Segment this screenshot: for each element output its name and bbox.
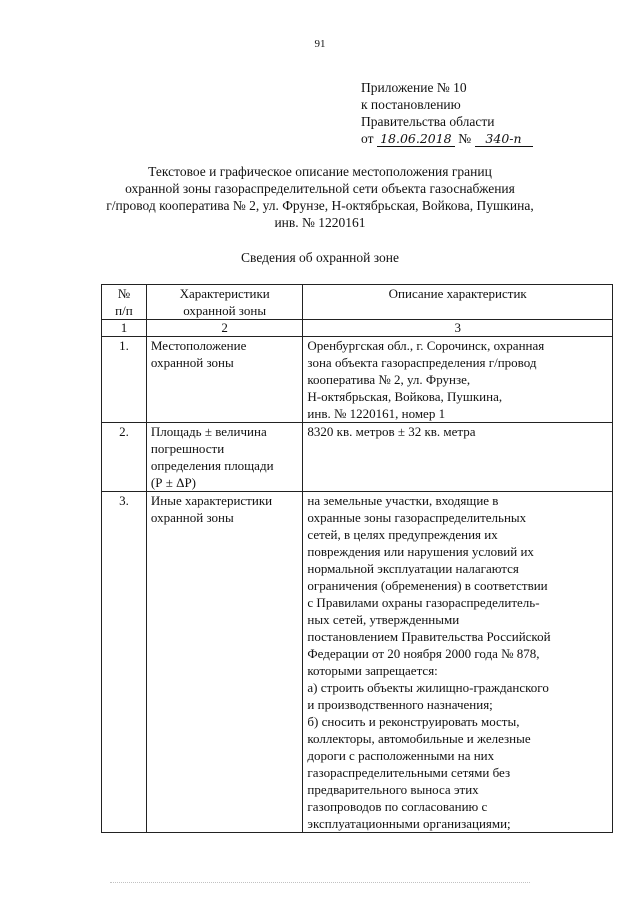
row-description: на земельные участки, входящие в охранные зоны газораспределительных сетей, в целях предупреждения их повреждения или нарушения условий их нормальной эксплуатации налагаются ограничения (обременения) в соответствии с Правилами охраны газораспределитель- ных сетей, утвержденными постановлением Правительства Российской Федерации от 20 ноября 2000 года № 878, которыми запрещается: а) строить объекты жилищно-гражданского и производственного назначения; б) сносить и реконструировать мосты, коллекторы, автомобильные и железные дороги с расположенными на них газораспределительными сетями без предварительного выноса этих газопроводов по согласованию с эксплуатационными организациями; (303, 492, 613, 833)
protection-zone-table (101, 284, 613, 833)
table-row (102, 337, 613, 423)
row-characteristic: Площадь ± величина погрешности определения площади (Р ± ΔР) (146, 423, 303, 492)
from-label: от (361, 131, 374, 146)
row-characteristic: Местоположение охранной зоны (146, 337, 303, 423)
table-header-row (102, 285, 613, 320)
handwritten-number: 340-п (475, 132, 533, 147)
row-number: 1. (102, 337, 147, 423)
header-description: Описание характеристик (303, 285, 613, 320)
appendix-line-3: Правительства области (361, 114, 495, 129)
column-number: 2 (146, 320, 303, 337)
appendix-block (361, 79, 533, 147)
row-description: 8320 кв. метров ± 32 кв. метра (303, 423, 613, 492)
row-number: 2. (102, 423, 147, 492)
handwritten-date: 18.06.2018 (377, 132, 455, 147)
appendix-date-row (361, 130, 533, 147)
title-line: г/провод кооператива № 2, ул. Фрунзе, Н-октябрьская, Войкова, Пушкина, (106, 198, 534, 213)
title-line: охранной зоны газораспределительной сети объекта газоснабжения (125, 181, 515, 196)
column-number: 1 (102, 320, 147, 337)
row-description: Оренбургская обл., г. Сорочинск, охранная зона объекта газораспределения г/провод кооператива № 2, ул. Фрунзе, Н-октябрьская, Войкова, Пушкина, инв. № 1220161, номер 1 (303, 337, 613, 423)
table-row (102, 423, 613, 492)
row-characteristic: Иные характеристики охранной зоны (146, 492, 303, 833)
section-subtitle: Сведения об охранной зоне (241, 250, 399, 265)
header-characteristics: Характеристики охранной зоны (146, 285, 303, 320)
table-row (102, 492, 613, 833)
header-number: № п/п (102, 285, 147, 320)
title-line: инв. № 1220161 (274, 215, 366, 230)
appendix-line-2: к постановлению (361, 97, 461, 112)
column-numbering-row (102, 320, 613, 337)
scan-artifact-line (110, 882, 530, 887)
number-label: № (458, 131, 472, 146)
row-number: 3. (102, 492, 147, 833)
title-line: Текстовое и графическое описание местоположения границ (148, 164, 492, 179)
document-title (90, 163, 550, 231)
page-number: 91 (314, 38, 326, 50)
column-number: 3 (303, 320, 613, 337)
appendix-line-1: Приложение № 10 (361, 80, 467, 95)
